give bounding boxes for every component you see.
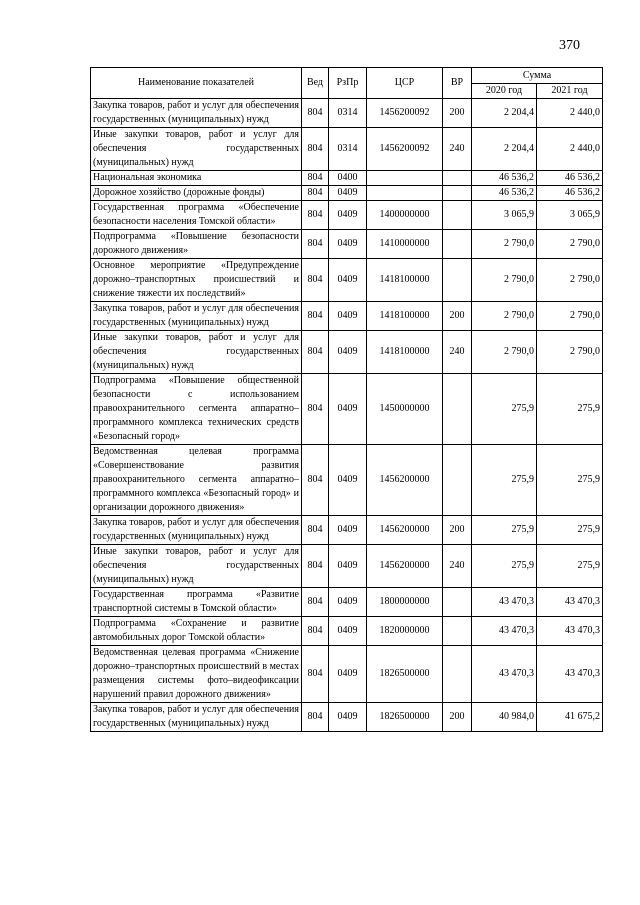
row-sum-2021: 275,9 xyxy=(537,545,603,588)
row-rzpr: 0409 xyxy=(329,259,367,302)
row-sum-2020: 275,9 xyxy=(472,445,537,516)
row-sum-2021: 43 470,3 xyxy=(537,617,603,646)
header-ved: Вед xyxy=(302,68,329,99)
table-row xyxy=(91,516,603,545)
table-row xyxy=(91,99,603,128)
table-row xyxy=(91,331,603,374)
row-vr: 240 xyxy=(443,545,472,588)
row-sum-2020: 275,9 xyxy=(472,545,537,588)
row-csr: 1456200092 xyxy=(367,99,443,128)
row-sum-2020: 46 536,2 xyxy=(472,186,537,201)
row-csr: 1800000000 xyxy=(367,588,443,617)
row-csr: 1456200000 xyxy=(367,445,443,516)
row-rzpr: 0409 xyxy=(329,201,367,230)
row-csr: 1456200000 xyxy=(367,545,443,588)
row-ved: 804 xyxy=(302,374,329,445)
row-vr: 200 xyxy=(443,302,472,331)
row-sum-2020: 40 984,0 xyxy=(472,703,537,732)
table-row xyxy=(91,201,603,230)
row-name: Подпрограмма «Повышение общественной безопасности с использованием правоохранительного сегмента аппаратно–программного комплекса технических средств «Безопасный город» xyxy=(91,374,302,445)
table-row xyxy=(91,545,603,588)
row-sum-2020: 2 790,0 xyxy=(472,259,537,302)
row-csr: 1826500000 xyxy=(367,646,443,703)
row-rzpr: 0409 xyxy=(329,374,367,445)
row-sum-2021: 43 470,3 xyxy=(537,588,603,617)
row-name: Закупка товаров, работ и услуг для обеспечения государственных (муниципальных) нужд xyxy=(91,516,302,545)
row-vr: 240 xyxy=(443,128,472,171)
row-csr: 1456200000 xyxy=(367,516,443,545)
row-rzpr: 0314 xyxy=(329,128,367,171)
row-sum-2021: 43 470,3 xyxy=(537,646,603,703)
row-csr: 1456200092 xyxy=(367,128,443,171)
row-rzpr: 0409 xyxy=(329,588,367,617)
table-row xyxy=(91,588,603,617)
table-row xyxy=(91,445,603,516)
row-ved: 804 xyxy=(302,545,329,588)
row-sum-2020: 46 536,2 xyxy=(472,171,537,186)
table-row xyxy=(91,374,603,445)
row-vr: 200 xyxy=(443,99,472,128)
row-ved: 804 xyxy=(302,259,329,302)
row-sum-2020: 43 470,3 xyxy=(472,588,537,617)
row-name: Закупка товаров, работ и услуг для обеспечения государственных (муниципальных) нужд xyxy=(91,99,302,128)
row-csr: 1418100000 xyxy=(367,302,443,331)
table-row xyxy=(91,617,603,646)
row-ved: 804 xyxy=(302,230,329,259)
row-name: Закупка товаров, работ и услуг для обеспечения государственных (муниципальных) нужд xyxy=(91,703,302,732)
row-sum-2021: 275,9 xyxy=(537,445,603,516)
header-sum: Сумма xyxy=(472,68,603,84)
row-rzpr: 0409 xyxy=(329,445,367,516)
row-name: Государственная программа «Обеспечение безопасности населения Томской области» xyxy=(91,201,302,230)
row-rzpr: 0409 xyxy=(329,646,367,703)
row-ved: 804 xyxy=(302,646,329,703)
row-csr xyxy=(367,171,443,186)
row-sum-2021: 2 440,0 xyxy=(537,128,603,171)
row-sum-2020: 275,9 xyxy=(472,374,537,445)
row-sum-2020: 43 470,3 xyxy=(472,646,537,703)
row-csr xyxy=(367,186,443,201)
row-ved: 804 xyxy=(302,128,329,171)
table-header xyxy=(91,68,603,99)
row-sum-2021: 2 790,0 xyxy=(537,259,603,302)
row-vr xyxy=(443,171,472,186)
row-ved: 804 xyxy=(302,201,329,230)
row-ved: 804 xyxy=(302,171,329,186)
row-vr xyxy=(443,588,472,617)
row-sum-2021: 2 790,0 xyxy=(537,302,603,331)
budget-table xyxy=(90,67,603,732)
header-vr: ВР xyxy=(443,68,472,99)
row-rzpr: 0409 xyxy=(329,703,367,732)
row-sum-2020: 3 065,9 xyxy=(472,201,537,230)
table-row xyxy=(91,703,603,732)
table-body xyxy=(91,99,603,732)
table-row xyxy=(91,259,603,302)
row-sum-2020: 2 204,4 xyxy=(472,99,537,128)
row-sum-2021: 275,9 xyxy=(537,516,603,545)
row-vr: 200 xyxy=(443,516,472,545)
row-vr xyxy=(443,646,472,703)
row-rzpr: 0314 xyxy=(329,99,367,128)
row-vr xyxy=(443,201,472,230)
row-rzpr: 0409 xyxy=(329,302,367,331)
table-row xyxy=(91,230,603,259)
row-rzpr: 0409 xyxy=(329,331,367,374)
row-sum-2020: 2 790,0 xyxy=(472,302,537,331)
row-rzpr: 0409 xyxy=(329,516,367,545)
row-ved: 804 xyxy=(302,617,329,646)
row-csr: 1418100000 xyxy=(367,331,443,374)
row-csr: 1450000000 xyxy=(367,374,443,445)
header-year-2020: 2020 год xyxy=(472,84,537,99)
table-row xyxy=(91,302,603,331)
row-name: Основное мероприятие «Предупреждение дорожно–транспортных происшествий и снижение тяжести их последствий» xyxy=(91,259,302,302)
row-ved: 804 xyxy=(302,516,329,545)
row-name: Дорожное хозяйство (дорожные фонды) xyxy=(91,186,302,201)
row-ved: 804 xyxy=(302,588,329,617)
row-name: Иные закупки товаров, работ и услуг для обеспечения государственных (муниципальных) нужд xyxy=(91,331,302,374)
row-csr: 1418100000 xyxy=(367,259,443,302)
row-sum-2020: 2 790,0 xyxy=(472,230,537,259)
table-row xyxy=(91,171,603,186)
row-rzpr: 0409 xyxy=(329,617,367,646)
row-name: Закупка товаров, работ и услуг для обеспечения государственных (муниципальных) нужд xyxy=(91,302,302,331)
row-vr xyxy=(443,186,472,201)
row-ved: 804 xyxy=(302,445,329,516)
table-row xyxy=(91,186,603,201)
row-csr: 1400000000 xyxy=(367,201,443,230)
row-name: Подпрограмма «Повышение безопасности дорожного движения» xyxy=(91,230,302,259)
row-sum-2021: 46 536,2 xyxy=(537,171,603,186)
row-vr xyxy=(443,259,472,302)
row-csr: 1410000000 xyxy=(367,230,443,259)
row-vr: 240 xyxy=(443,331,472,374)
row-sum-2020: 275,9 xyxy=(472,516,537,545)
row-csr: 1826500000 xyxy=(367,703,443,732)
row-name: Ведомственная целевая программа «Снижение дорожно–транспортных происшествий в местах размещения системы фото–видеофиксации нарушений правил дорожного движения» xyxy=(91,646,302,703)
row-sum-2020: 2 204,4 xyxy=(472,128,537,171)
row-ved: 804 xyxy=(302,186,329,201)
header-year-2021: 2021 год xyxy=(537,84,603,99)
table-row xyxy=(91,646,603,703)
row-sum-2021: 3 065,9 xyxy=(537,201,603,230)
row-sum-2020: 43 470,3 xyxy=(472,617,537,646)
row-sum-2021: 46 536,2 xyxy=(537,186,603,201)
row-vr xyxy=(443,617,472,646)
row-name: Иные закупки товаров, работ и услуг для обеспечения государственных (муниципальных) нужд xyxy=(91,545,302,588)
row-rzpr: 0409 xyxy=(329,230,367,259)
header-name: Наименование показателей xyxy=(91,68,302,99)
row-rzpr: 0409 xyxy=(329,545,367,588)
row-csr: 1820000000 xyxy=(367,617,443,646)
header-csr: ЦСР xyxy=(367,68,443,99)
row-ved: 804 xyxy=(302,703,329,732)
page-number: 370 xyxy=(559,38,580,53)
row-sum-2021: 41 675,2 xyxy=(537,703,603,732)
row-name: Национальная экономика xyxy=(91,171,302,186)
table-row xyxy=(91,128,603,171)
row-ved: 804 xyxy=(302,99,329,128)
row-vr xyxy=(443,445,472,516)
row-name: Иные закупки товаров, работ и услуг для обеспечения государственных (муниципальных) нужд xyxy=(91,128,302,171)
row-name: Ведомственная целевая программа «Совершенствование развития правоохранительного сегмента аппаратно–программного комплекса «Безопасный город» и организации дорожного движения» xyxy=(91,445,302,516)
row-sum-2020: 2 790,0 xyxy=(472,331,537,374)
row-sum-2021: 2 790,0 xyxy=(537,331,603,374)
row-ved: 804 xyxy=(302,302,329,331)
row-vr xyxy=(443,374,472,445)
row-rzpr: 0400 xyxy=(329,171,367,186)
row-name: Подпрограмма «Сохранение и развитие автомобильных дорог Томской области» xyxy=(91,617,302,646)
row-sum-2021: 2 440,0 xyxy=(537,99,603,128)
row-rzpr: 0409 xyxy=(329,186,367,201)
row-name: Государственная программа «Развитие транспортной системы в Томской области» xyxy=(91,588,302,617)
row-sum-2021: 2 790,0 xyxy=(537,230,603,259)
row-ved: 804 xyxy=(302,331,329,374)
row-sum-2021: 275,9 xyxy=(537,374,603,445)
header-rzpr: РзПр xyxy=(329,68,367,99)
row-vr xyxy=(443,230,472,259)
row-vr: 200 xyxy=(443,703,472,732)
